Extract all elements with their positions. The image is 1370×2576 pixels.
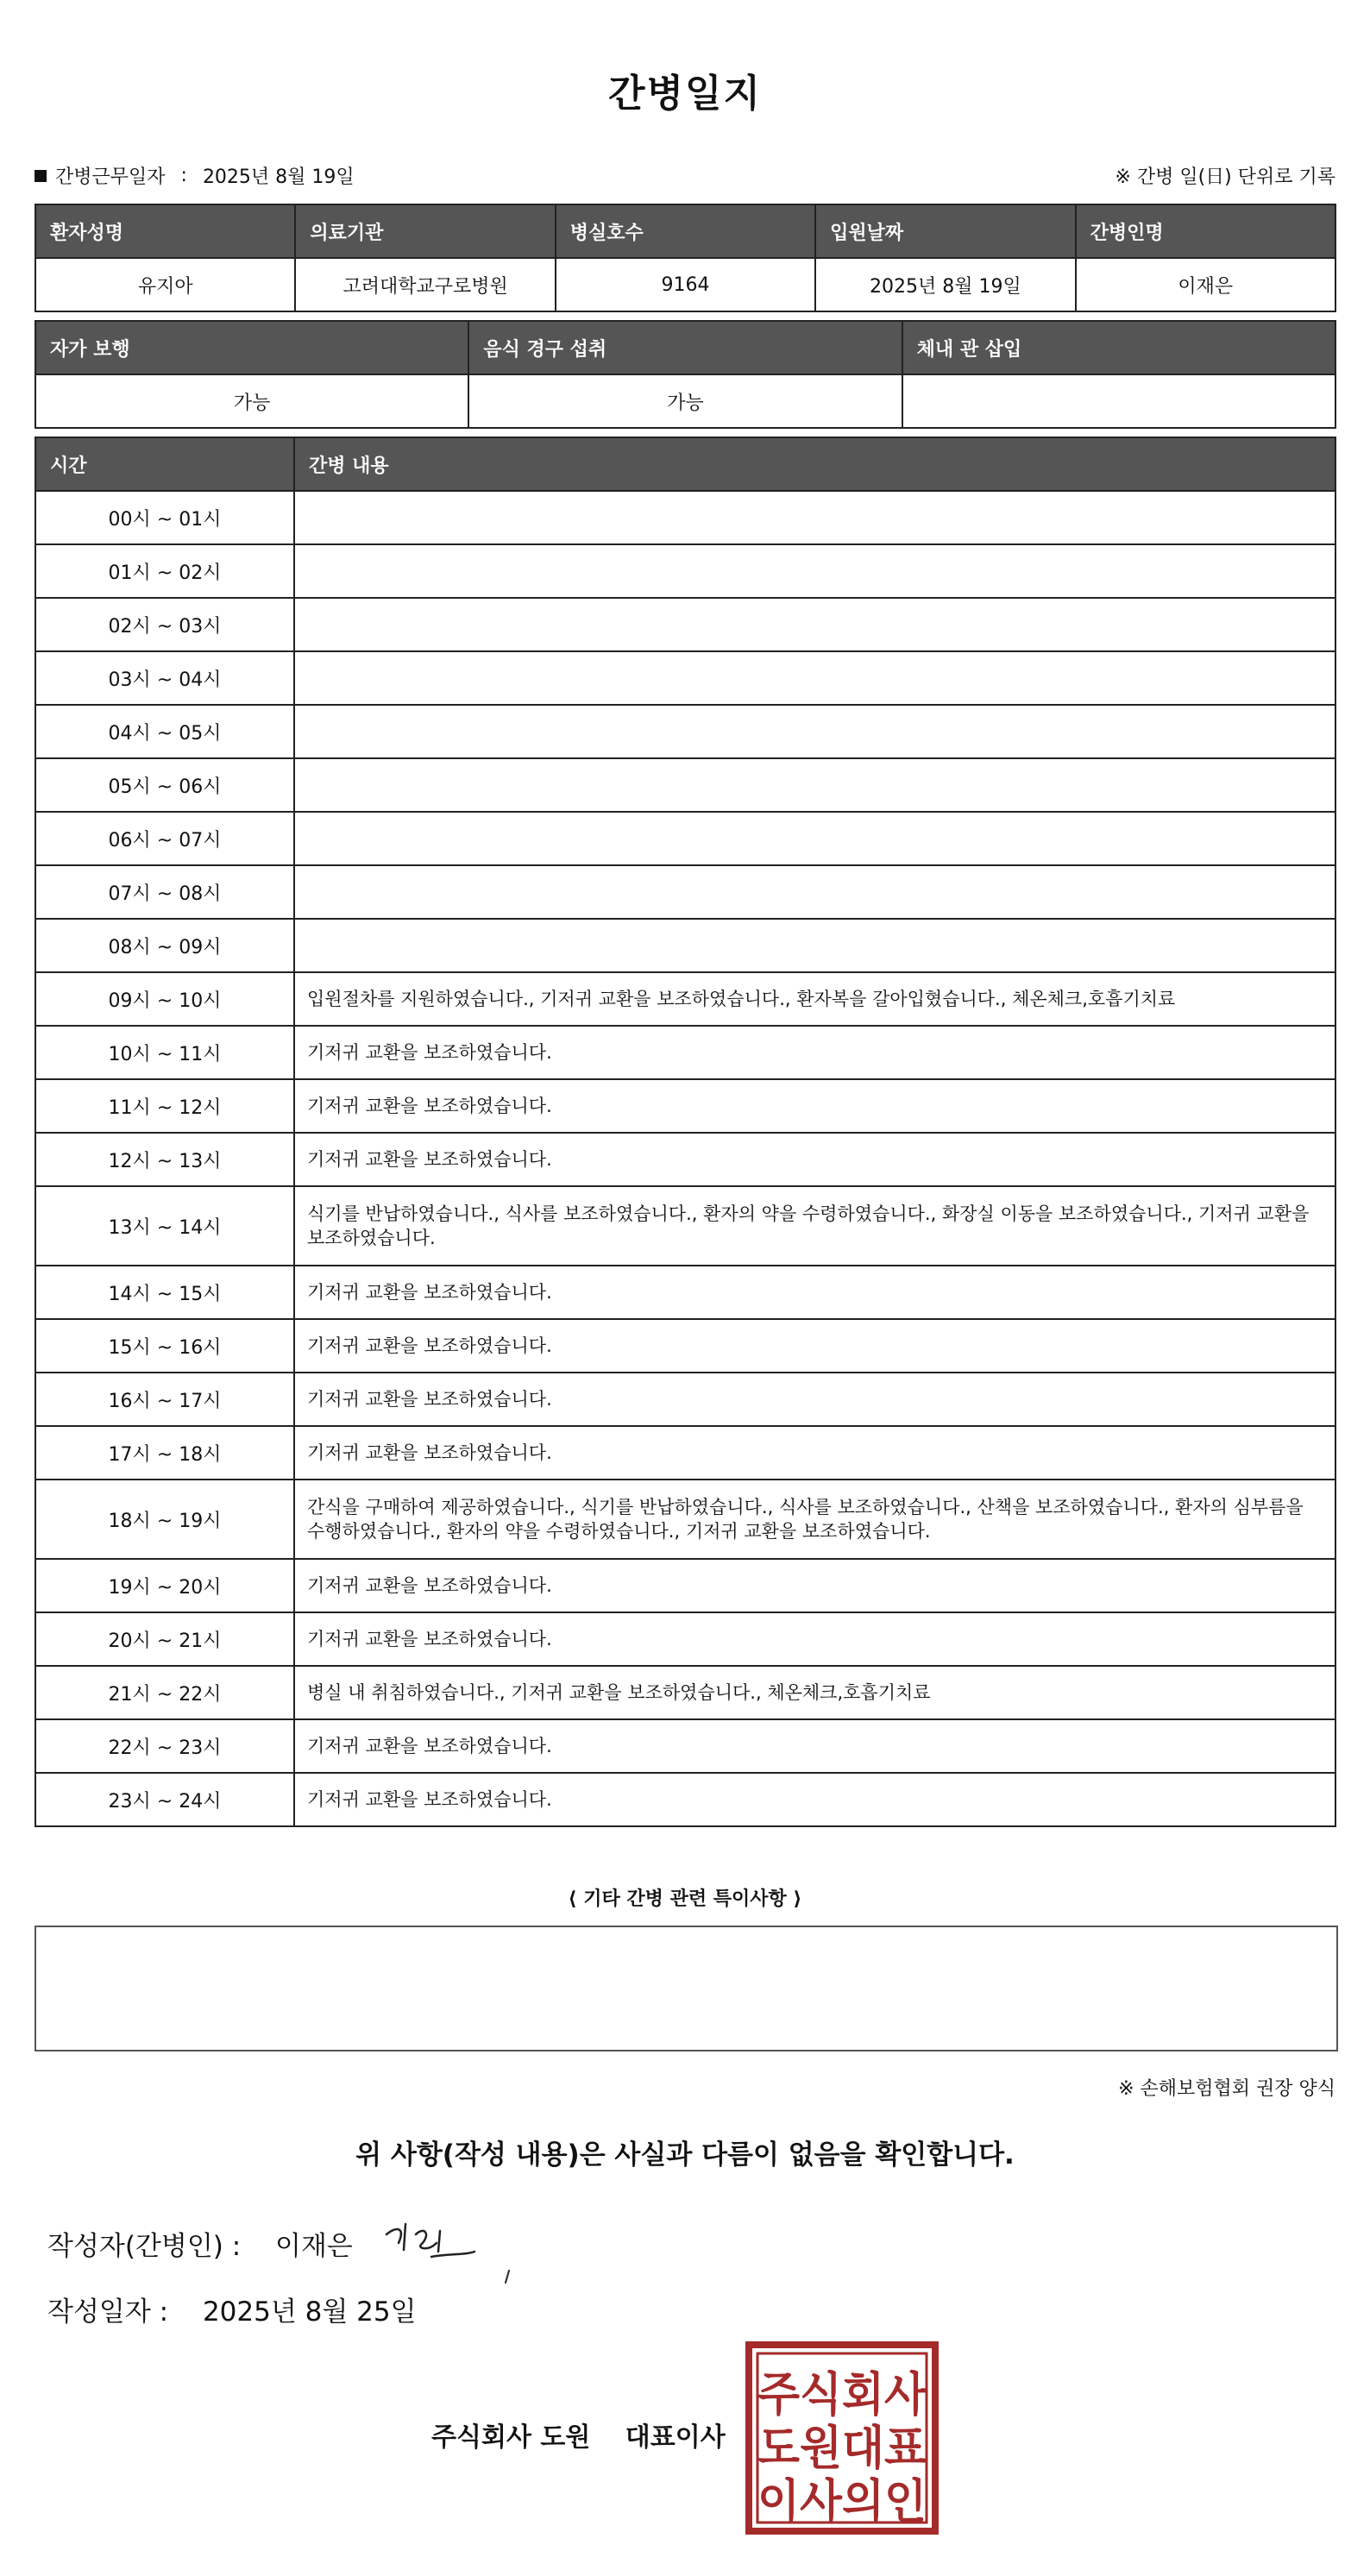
header-self-walking: 자가 보행 — [35, 321, 468, 374]
table-row — [35, 1559, 1335, 1612]
time-cell: 20시 ~ 21시 — [35, 1612, 294, 1666]
work-date-label: 간병근무일자 — [55, 166, 166, 188]
care-content-cell — [294, 919, 1335, 972]
care-content-cell: 기저귀 교환을 보조하였습니다. — [294, 1426, 1335, 1480]
written-date-row — [47, 2290, 417, 2328]
table-row — [35, 1773, 1335, 1826]
time-cell: 06시 ~ 07시 — [35, 812, 294, 865]
table-row — [35, 705, 1335, 758]
etc-heading: ⟨ 기타 간병 관련 특이사항 ⟩ — [568, 1888, 802, 1910]
table-row — [35, 865, 1335, 919]
header-admission-date: 입원날짜 — [815, 204, 1075, 258]
header-hospital: 의료기관 — [295, 204, 555, 258]
care-content-cell — [294, 705, 1335, 758]
caregiver-name: 이재은 — [1076, 258, 1335, 311]
care-content-cell: 입원절차를 지원하였습니다., 기저귀 교환을 보조하였습니다., 환자복을 갈아입혔습니다., 체온체크,호흡기치료 — [294, 972, 1335, 1026]
time-cell: 02시 ~ 03시 — [35, 598, 294, 651]
table-row — [35, 1026, 1335, 1079]
care-content-cell: 기저귀 교환을 보조하였습니다. — [294, 1559, 1335, 1612]
table-row — [35, 491, 1335, 544]
care-content-cell: 병실 내 취침하였습니다., 기저귀 교환을 보조하였습니다., 체온체크,호흡기치료 — [294, 1666, 1335, 1719]
time-cell: 18시 ~ 19시 — [35, 1480, 294, 1559]
header-oral-intake: 음식 경구 섭취 — [468, 321, 902, 374]
time-cell: 15시 ~ 16시 — [35, 1319, 294, 1373]
care-content-cell — [294, 491, 1335, 544]
table-row — [35, 1186, 1335, 1266]
care-content-cell: 기저귀 교환을 보조하였습니다. — [294, 1079, 1335, 1133]
time-cell: 16시 ~ 17시 — [35, 1373, 294, 1426]
care-content-cell: 기저귀 교환을 보조하였습니다. — [294, 1612, 1335, 1666]
table-row — [35, 758, 1335, 812]
table-row — [35, 544, 1335, 598]
table-row — [35, 1319, 1335, 1373]
care-content-cell: 기저귀 교환을 보조하였습니다. — [294, 1266, 1335, 1319]
company-name: 주식회사 도원 — [431, 2422, 591, 2453]
time-cell: 03시 ~ 04시 — [35, 651, 294, 705]
care-content-cell — [294, 865, 1335, 919]
care-content-cell: 기저귀 교환을 보조하였습니다. — [294, 1133, 1335, 1186]
care-content-cell: 식기를 반납하였습니다., 식사를 보조하였습니다., 환자의 약을 수령하였습니다., 화장실 이동을 보조하였습니다., 기저귀 교환을 보조하였습니다. — [294, 1186, 1335, 1266]
care-content-cell: 기저귀 교환을 보조하였습니다. — [294, 1773, 1335, 1826]
care-content-cell — [294, 758, 1335, 812]
time-cell: 23시 ~ 24시 — [35, 1773, 294, 1826]
table-row — [35, 972, 1335, 1026]
seal-text-line: 주식회사 — [757, 2367, 927, 2422]
time-cell: 04시 ~ 05시 — [35, 705, 294, 758]
etc-notes-box — [35, 1926, 1338, 2051]
form-source-note: ※ 손해보험협회 권장 양식 — [1118, 2078, 1335, 2100]
writer-row — [47, 2224, 353, 2263]
time-cell: 08시 ~ 09시 — [35, 919, 294, 972]
time-cell: 12시 ~ 13시 — [35, 1133, 294, 1186]
header-room: 병실호수 — [556, 204, 815, 258]
time-cell: 17시 ~ 18시 — [35, 1426, 294, 1480]
seal-text-line: 도원대표 — [757, 2421, 927, 2475]
table-row — [35, 1480, 1335, 1559]
care-content-cell: 간식을 구매하여 제공하였습니다., 식기를 반납하였습니다., 식사를 보조하였습니다., 산책을 보조하였습니다., 환자의 심부름을 수행하였습니다., 환자의 약을 수령하였습니다., 기저귀 교환을 보조하였습니다. — [294, 1480, 1335, 1559]
table-row — [35, 1426, 1335, 1480]
hospital: 고려대학교구로병원 — [295, 258, 555, 311]
time-cell: 07시 ~ 08시 — [35, 865, 294, 919]
tube-insertion-value — [902, 374, 1335, 428]
care-content-cell: 기저귀 교환을 보조하였습니다. — [294, 1373, 1335, 1426]
company-row — [431, 2416, 726, 2453]
time-cell: 01시 ~ 02시 — [35, 544, 294, 598]
time-cell: 10시 ~ 11시 — [35, 1026, 294, 1079]
patient-info-table — [35, 204, 1336, 312]
table-row — [35, 812, 1335, 865]
self-walking-value: 가능 — [35, 374, 468, 428]
table-row — [35, 651, 1335, 705]
care-content-cell — [294, 651, 1335, 705]
oral-intake-value: 가능 — [468, 374, 902, 428]
care-content-cell — [294, 544, 1335, 598]
table-row — [35, 1133, 1335, 1186]
care-content-cell — [294, 812, 1335, 865]
table-row — [35, 1719, 1335, 1773]
confirm-statement: 위 사항(작성 내용)은 사실과 다름이 없음을 확인합니다. — [355, 2139, 1015, 2171]
handwritten-signature — [380, 2208, 518, 2286]
care-content-cell: 기저귀 교환을 보조하였습니다. — [294, 1026, 1335, 1079]
care-log-table — [35, 437, 1336, 1827]
written-date-label: 작성일자 : — [47, 2296, 169, 2328]
table-row — [35, 598, 1335, 651]
table-row — [35, 1373, 1335, 1426]
time-cell: 09시 ~ 10시 — [35, 972, 294, 1026]
table-row — [35, 1266, 1335, 1319]
patient-name: 유지아 — [35, 258, 295, 311]
header-patient-name: 환자성명 — [35, 204, 295, 258]
time-cell: 19시 ~ 20시 — [35, 1559, 294, 1612]
header-caregiver: 간병인명 — [1076, 204, 1335, 258]
bullet-square-icon — [35, 170, 47, 182]
time-cell: 05시 ~ 06시 — [35, 758, 294, 812]
care-content-cell: 기저귀 교환을 보조하였습니다. — [294, 1319, 1335, 1373]
time-cell: 00시 ~ 01시 — [35, 491, 294, 544]
time-cell: 22시 ~ 23시 — [35, 1719, 294, 1773]
admission-date: 2025년 8월 19일 — [815, 258, 1075, 311]
written-date-value: 2025년 8월 25일 — [202, 2296, 417, 2328]
unit-note: ※ 간병 일(日) 단위로 기록 — [1115, 166, 1335, 188]
time-cell: 21시 ~ 22시 — [35, 1666, 294, 1719]
writer-label: 작성자(간병인) : — [47, 2231, 242, 2262]
company-seal-stamp — [744, 2340, 940, 2536]
work-date-value: 2025년 8월 19일 — [202, 166, 355, 188]
table-row — [35, 1612, 1335, 1666]
patient-status-table — [35, 320, 1336, 429]
writer-name: 이재은 — [275, 2231, 353, 2262]
company-role: 대표이사 — [625, 2422, 726, 2453]
time-cell: 14시 ~ 15시 — [35, 1266, 294, 1319]
care-content-cell: 기저귀 교환을 보조하였습니다. — [294, 1719, 1335, 1773]
page-title: 간병일지 — [607, 72, 762, 116]
table-row — [35, 1666, 1335, 1719]
table-row — [35, 1079, 1335, 1133]
header-tube-insertion: 체내 관 삽입 — [902, 321, 1335, 374]
seal-text-line: 이사의인 — [757, 2474, 927, 2529]
work-date-row — [35, 162, 355, 189]
care-content-cell — [294, 598, 1335, 651]
header-care-content: 간병 내용 — [294, 437, 1335, 491]
room-number: 9164 — [556, 258, 815, 311]
work-date-separator: : — [180, 165, 187, 186]
time-cell: 11시 ~ 12시 — [35, 1079, 294, 1133]
time-cell: 13시 ~ 14시 — [35, 1186, 294, 1266]
table-row — [35, 919, 1335, 972]
header-time: 시간 — [35, 437, 294, 491]
